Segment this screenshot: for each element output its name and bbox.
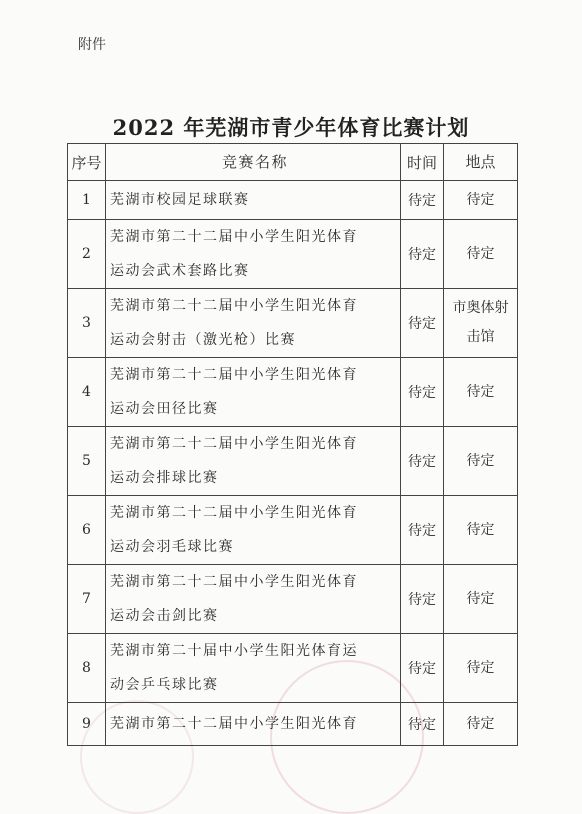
place-line: 击馆 (466, 329, 495, 345)
row-place (444, 220, 518, 289)
competition-name-line: 芜湖市第二十二届中小学生阳光体育 (110, 229, 358, 245)
competition-name-line: 芜湖市第二十二届中小学生阳光体育 (110, 716, 358, 732)
competition-name-line: 运动会田径比赛 (110, 401, 219, 417)
table-row (68, 427, 518, 496)
table-row (68, 565, 518, 634)
row-index: 5 (68, 427, 106, 496)
row-time: 待定 (401, 703, 444, 746)
competition-name-line: 芜湖市第二十二届中小学生阳光体育 (110, 574, 358, 590)
row-competition-name (106, 496, 401, 565)
attachment-label: 附件 (78, 37, 106, 53)
row-time: 待定 (401, 289, 444, 358)
header-name: 竞赛名称 (106, 144, 401, 181)
place-line: 待定 (466, 245, 495, 262)
place-line: 待定 (466, 590, 495, 607)
row-place (444, 427, 518, 496)
row-competition-name (106, 358, 401, 427)
competition-name-line: 芜湖市第二十二届中小学生阳光体育 (110, 298, 358, 314)
row-time: 待定 (401, 427, 444, 496)
row-place (444, 496, 518, 565)
row-competition-name (106, 565, 401, 634)
table-row (68, 220, 518, 289)
table-row (68, 358, 518, 427)
competition-name-line: 运动会射击（激光枪）比赛 (110, 332, 296, 348)
competition-name-line: 芜湖市第二十二届中小学生阳光体育 (110, 367, 358, 383)
table-row (68, 703, 518, 746)
place-line: 待定 (466, 521, 495, 538)
row-time: 待定 (401, 634, 444, 703)
row-place (444, 634, 518, 703)
row-index: 4 (68, 358, 106, 427)
row-time: 待定 (401, 496, 444, 565)
row-time: 待定 (401, 565, 444, 634)
competition-name-line: 芜湖市第二十二届中小学生阳光体育 (110, 505, 358, 521)
table-body (68, 181, 518, 746)
row-competition-name (106, 427, 401, 496)
row-index: 8 (68, 634, 106, 703)
table-row (68, 496, 518, 565)
place-line: 待定 (466, 659, 495, 676)
row-competition-name (106, 634, 401, 703)
row-competition-name (106, 220, 401, 289)
row-index: 7 (68, 565, 106, 634)
row-index: 3 (68, 289, 106, 358)
competition-name-line: 动会乒乓球比赛 (110, 677, 219, 693)
row-time: 待定 (401, 358, 444, 427)
place-line: 待定 (466, 383, 495, 400)
row-index: 2 (68, 220, 106, 289)
place-line: 待定 (466, 715, 495, 732)
row-index: 9 (68, 703, 106, 746)
row-place (444, 181, 518, 220)
page-title: 2022 年芜湖市青少年体育比赛计划 (112, 115, 470, 140)
table-row (68, 289, 518, 358)
row-competition-name (106, 703, 401, 746)
row-index: 1 (68, 181, 106, 220)
competition-name-line: 芜湖市校园足球联赛 (110, 192, 250, 208)
row-time: 待定 (401, 220, 444, 289)
row-index: 6 (68, 496, 106, 565)
row-competition-name (106, 289, 401, 358)
row-time: 待定 (401, 181, 444, 220)
row-place (444, 703, 518, 746)
place-line: 待定 (466, 191, 495, 208)
row-competition-name (106, 181, 401, 220)
competition-name-line: 芜湖市第二十届中小学生阳光体育运 (110, 643, 358, 659)
table-row (68, 181, 518, 220)
header-time: 时间 (401, 144, 444, 181)
competition-name-line: 运动会羽毛球比赛 (110, 539, 234, 555)
row-place (444, 289, 518, 358)
competition-name-line: 运动会排球比赛 (110, 470, 219, 486)
place-line: 市奥体射 (452, 300, 509, 316)
row-place (444, 358, 518, 427)
header-index: 序号 (68, 144, 106, 181)
header-place: 地点 (444, 144, 518, 181)
competition-name-line: 芜湖市第二十二届中小学生阳光体育 (110, 436, 358, 452)
competition-name-line: 运动会击剑比赛 (110, 608, 219, 624)
table-header-row (68, 144, 518, 181)
table-row (68, 634, 518, 703)
competition-table (67, 143, 518, 746)
place-line: 待定 (466, 452, 495, 469)
row-place (444, 565, 518, 634)
competition-name-line: 运动会武术套路比赛 (110, 263, 250, 279)
